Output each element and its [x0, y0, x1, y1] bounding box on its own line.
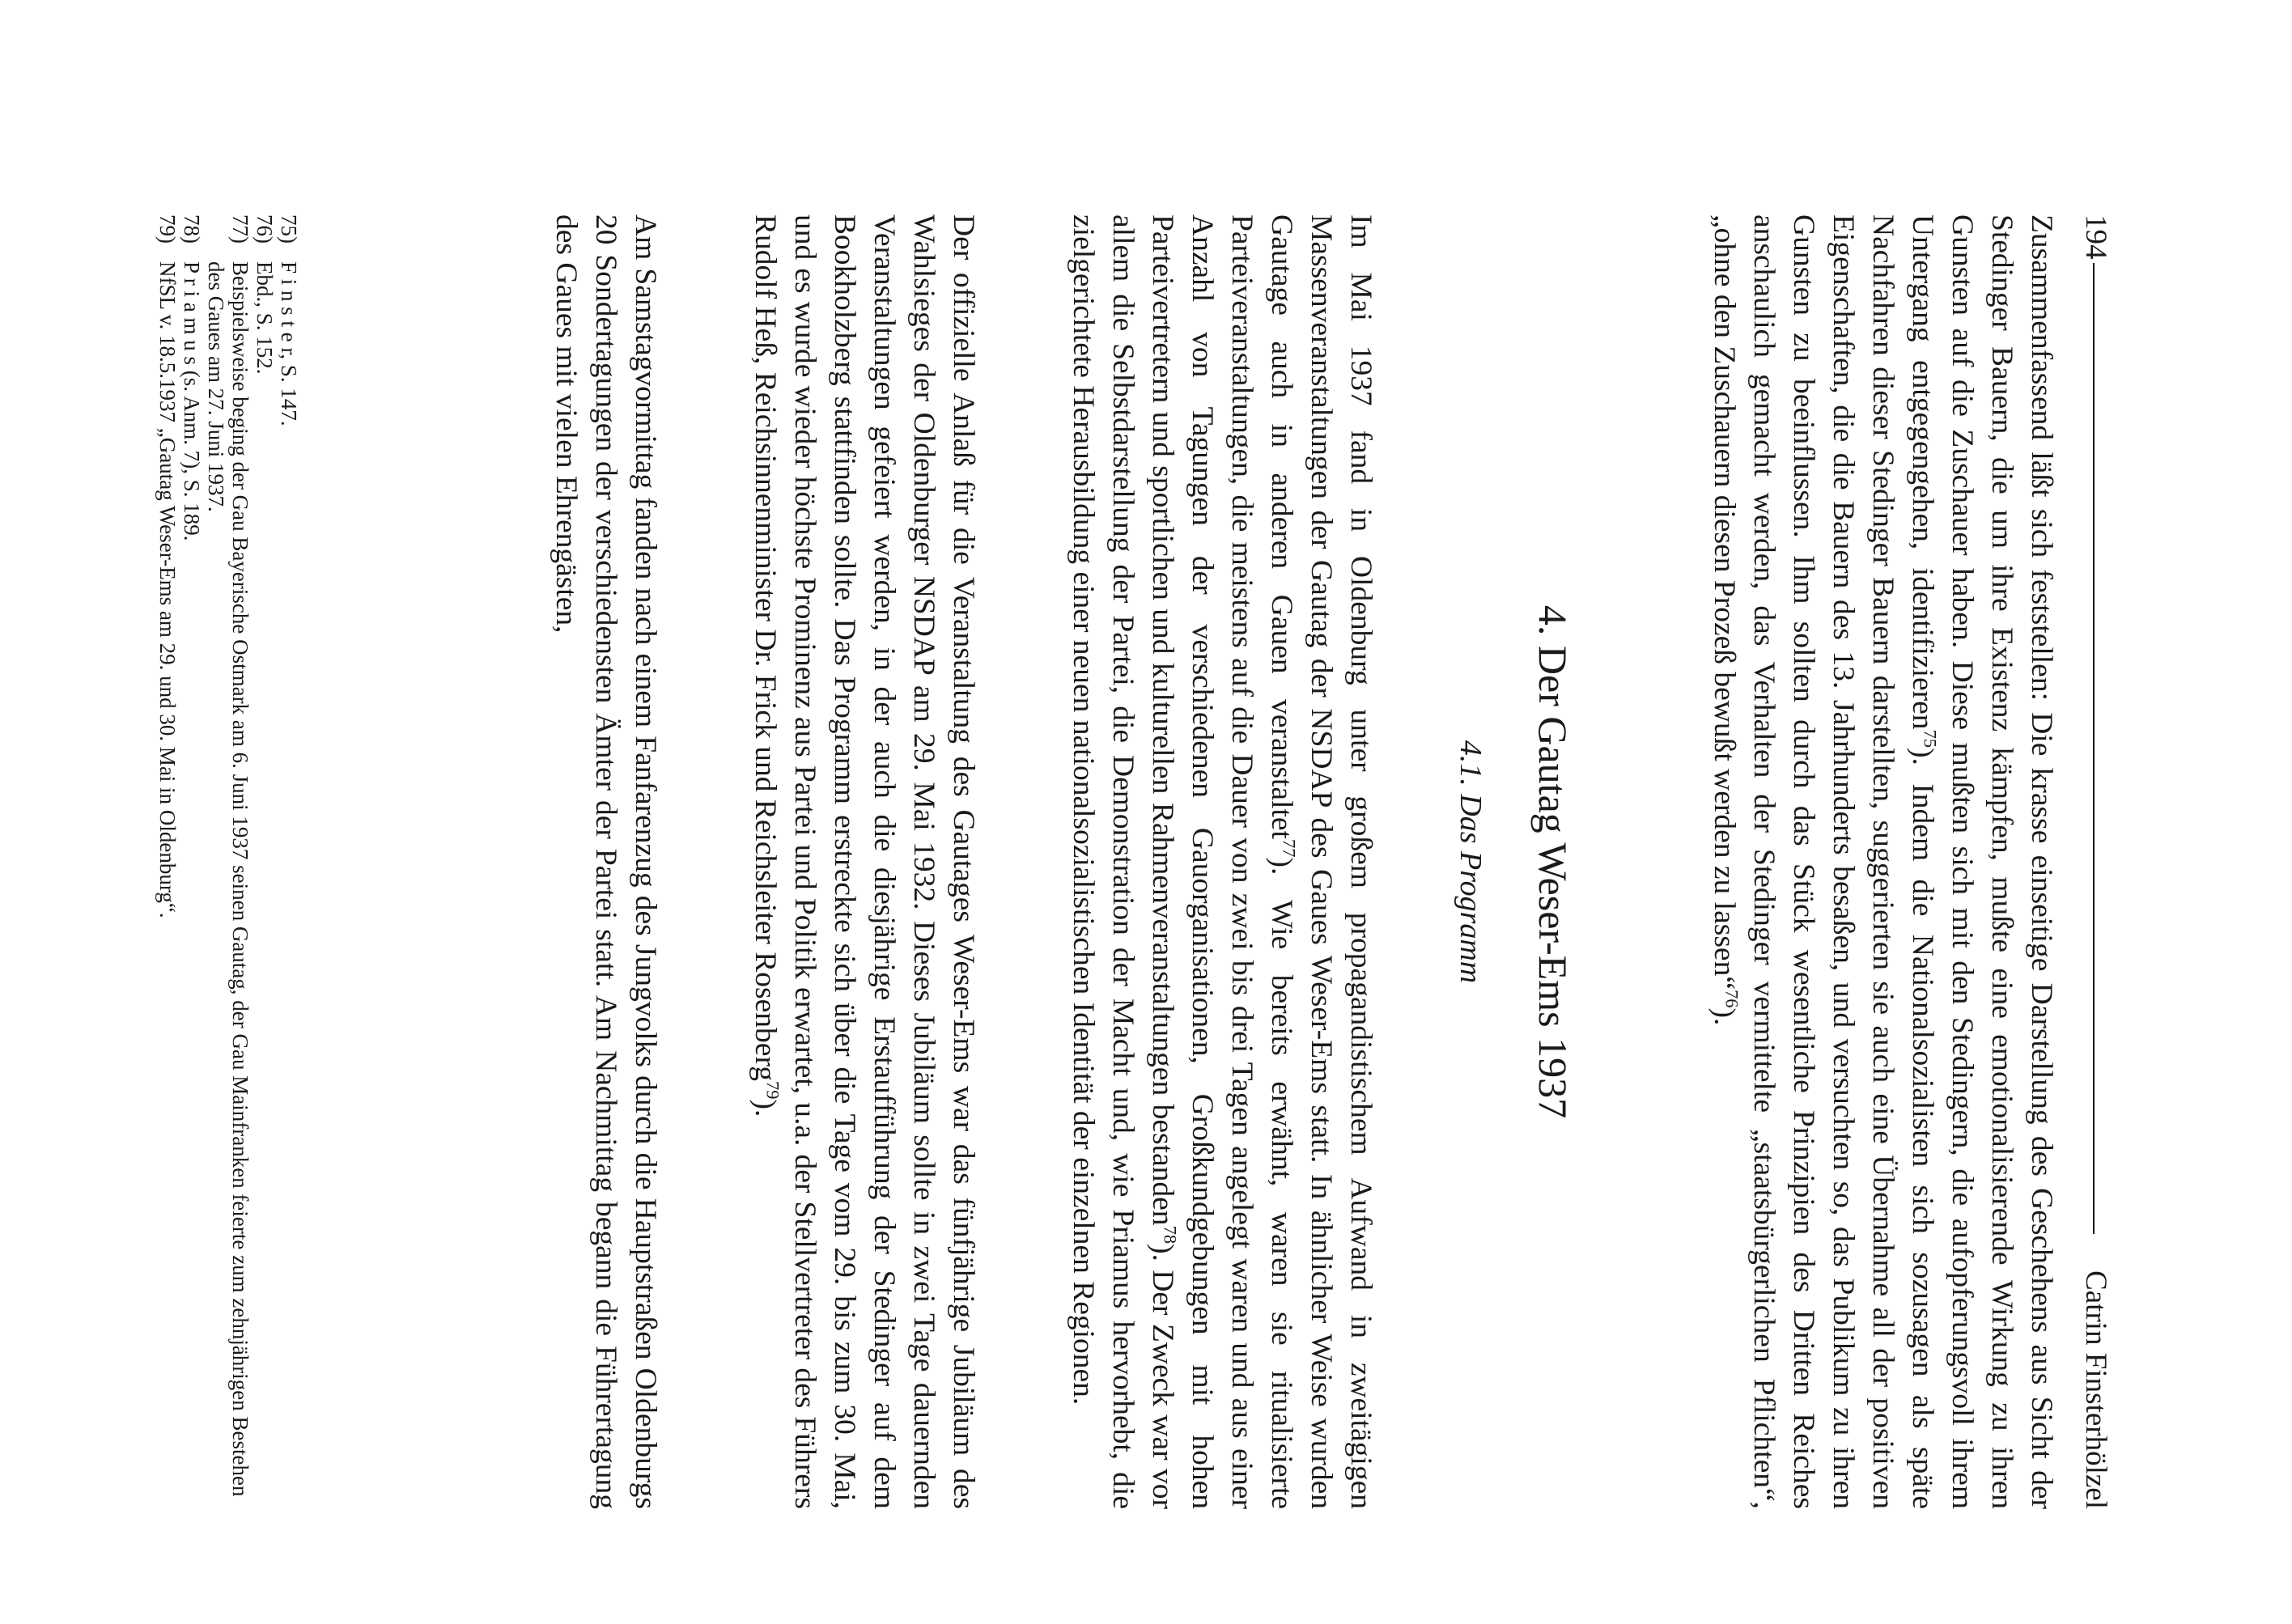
running-header — [2071, 214, 2120, 1509]
footnote-text: F i n s t e r, S. 147. — [277, 261, 301, 426]
footnote — [155, 214, 180, 1509]
paragraph-text: Der offizielle Anlaß für die Veranstaltung des Gautages Weser-Ems war das fünfjährige Jubiläum des Wahlsieges der Oldenburger NSDAP am 29. Mai 1932. Dieses Jubiläum sollte in zwei Tage dauernden Veranstaltungen gefeiert werden, in der auch die diesjährige Erstaufführung der Stedinger auf dem Bookholzberg stattfinden sollte. Das Programm erstreckte sich über die Tage vom 29. bis zum 30. Mai, und es wurde wieder höchste Prominenz aus Partei und Politik erwartet, u.a. der Stellvertreter des Führers Rudolf Heß, Reichsinnenminister Dr. Frick und Reichsleiter Rosenberg — [749, 214, 980, 1509]
paragraph-text: Im Mai 1937 fand in Oldenburg unter großem propagandistischem Aufwand in zweitägigen Massenveranstaltungen der Gautag der NSDAP des Gaues Weser-Ems statt. In ähnlicher Weise wurden Gautage auch in anderen Gauen veranstaltet — [1265, 214, 1377, 1509]
footnote-number: 78) — [180, 214, 204, 244]
footnote-text: P r i a m u s (s. Anm. 7), S. 189. — [180, 261, 204, 541]
footnote-ref: 77 — [1279, 838, 1300, 858]
footnote-text: Beispielsweise beging der Gau Bayerische Ostmark am 6. Juni 1937 seinen Gautag, der Gau Mainfranken feierte zum zehnjährigen Bestehen des Gaues am 27. Juni 1937. — [204, 261, 253, 1497]
footnote-number: 75) — [277, 214, 301, 244]
footnote — [204, 214, 253, 1509]
paragraph-text: ). Der Zweck war vor allem die Selbstdarstellung der Partei, die Demonstration der Macht und, wie Priamus hervorhebt, die zielgerichtete Herausbildung einer neuen nationalsozialistischen Identität der einzelnen Regionen. — [1067, 214, 1179, 1509]
footnote-ref: 78 — [1160, 1225, 1181, 1245]
footnotes — [155, 214, 301, 1509]
paragraph-gautag-intro — [1063, 214, 1381, 1509]
chapter-heading: 4. Der Gautag Weser-Ems 1937 — [1530, 604, 1576, 1119]
footnote-ref: 76 — [1721, 989, 1742, 1008]
paragraph-text: ). Indem die Nationalsozialisten sich sozusagen als späte Nachfahren dieser Stedinger Bauern darstellten, suggerierten sie auch eine Übernahme all der positiven Eigenschaften, die die Bauern des 13. Jahrhunderts besaßen, und versuchten so, das Publikum zu ihren Gunsten zu beeinflussen. Ihm sollten durch das Stück wesentliche Prinzipien des Dritten Reiches anschaulich gemacht werden, das Verhalten der Stedinger vermittelte „staatsbürgerlichen Pflichten“, „ohne den Zuschauern diesen Prozeß bewußt werden zu lassen“ — [1708, 214, 1939, 1509]
footnote-number: 76) — [253, 214, 277, 244]
footnote-text: NfSL v. 18.5.1937 „Gautag Weser-Ems am 29. und 30. Mai in Oldenburg“. — [155, 261, 180, 918]
footnote-number: 77) — [228, 214, 253, 244]
footnote-ref: 79 — [762, 1081, 783, 1100]
header-rule — [2093, 263, 2095, 1234]
paragraph-text: ). — [749, 1099, 782, 1117]
paragraph-text: Zusammenfassend läßt sich feststellen: Die krasse einseitige Darstellung des Geschehens aus Sicht der Stedinger Bauern, die um ihre Existenz kämpfen, mußte eine emotionalisierende Wirkung zu ihren Gunsten auf die Zuschauer haben. Diese mußten sich mit den Stedingern, die aufopferungsvoll ihrem Untergang entgegengehen, identifizieren — [1906, 214, 2058, 1509]
paragraph-occasion — [745, 214, 983, 1509]
running-header-author: Catrin Finsterhölzel — [2079, 1270, 2112, 1509]
paragraph-saturday: Am Samstagvormittag fanden nach einem Fanfarenzug des Jungvolks durch die Hauptstraßen Oldenburgs 20 Sondertagungen der verschiedensten Ämter der Partei statt. Am Nachmittag begann die Führertagung des Gaues mit vielen Ehrengästen, — [550, 214, 662, 1509]
paragraph-text: ). Wie bereits erwähnt, waren sie ritualisierte Parteiveranstaltungen, die meistens auf die Dauer von zwei bis drei Tagen angelegt waren und aus einer Anzahl von Tagungen der verschiedenen Gauorganisationen, Großkundgebungen mit hohen Parteivertretern und sportlichen und kulturellen Rahmenveranstaltungen bestanden — [1146, 214, 1298, 1510]
paragraph-summary — [1704, 214, 2061, 1509]
footnote-number: 79) — [155, 214, 180, 244]
section-heading: 4.1. Das Programm — [1454, 740, 1488, 984]
footnote — [253, 214, 277, 1509]
page-number: 194 — [2079, 214, 2112, 260]
footnote — [277, 214, 301, 1509]
paragraph-text: ). — [1708, 1007, 1741, 1026]
footnote-text: Ebd., S. 152. — [253, 261, 277, 375]
footnote-ref: 75 — [1920, 729, 1941, 748]
footnote — [180, 214, 204, 1509]
